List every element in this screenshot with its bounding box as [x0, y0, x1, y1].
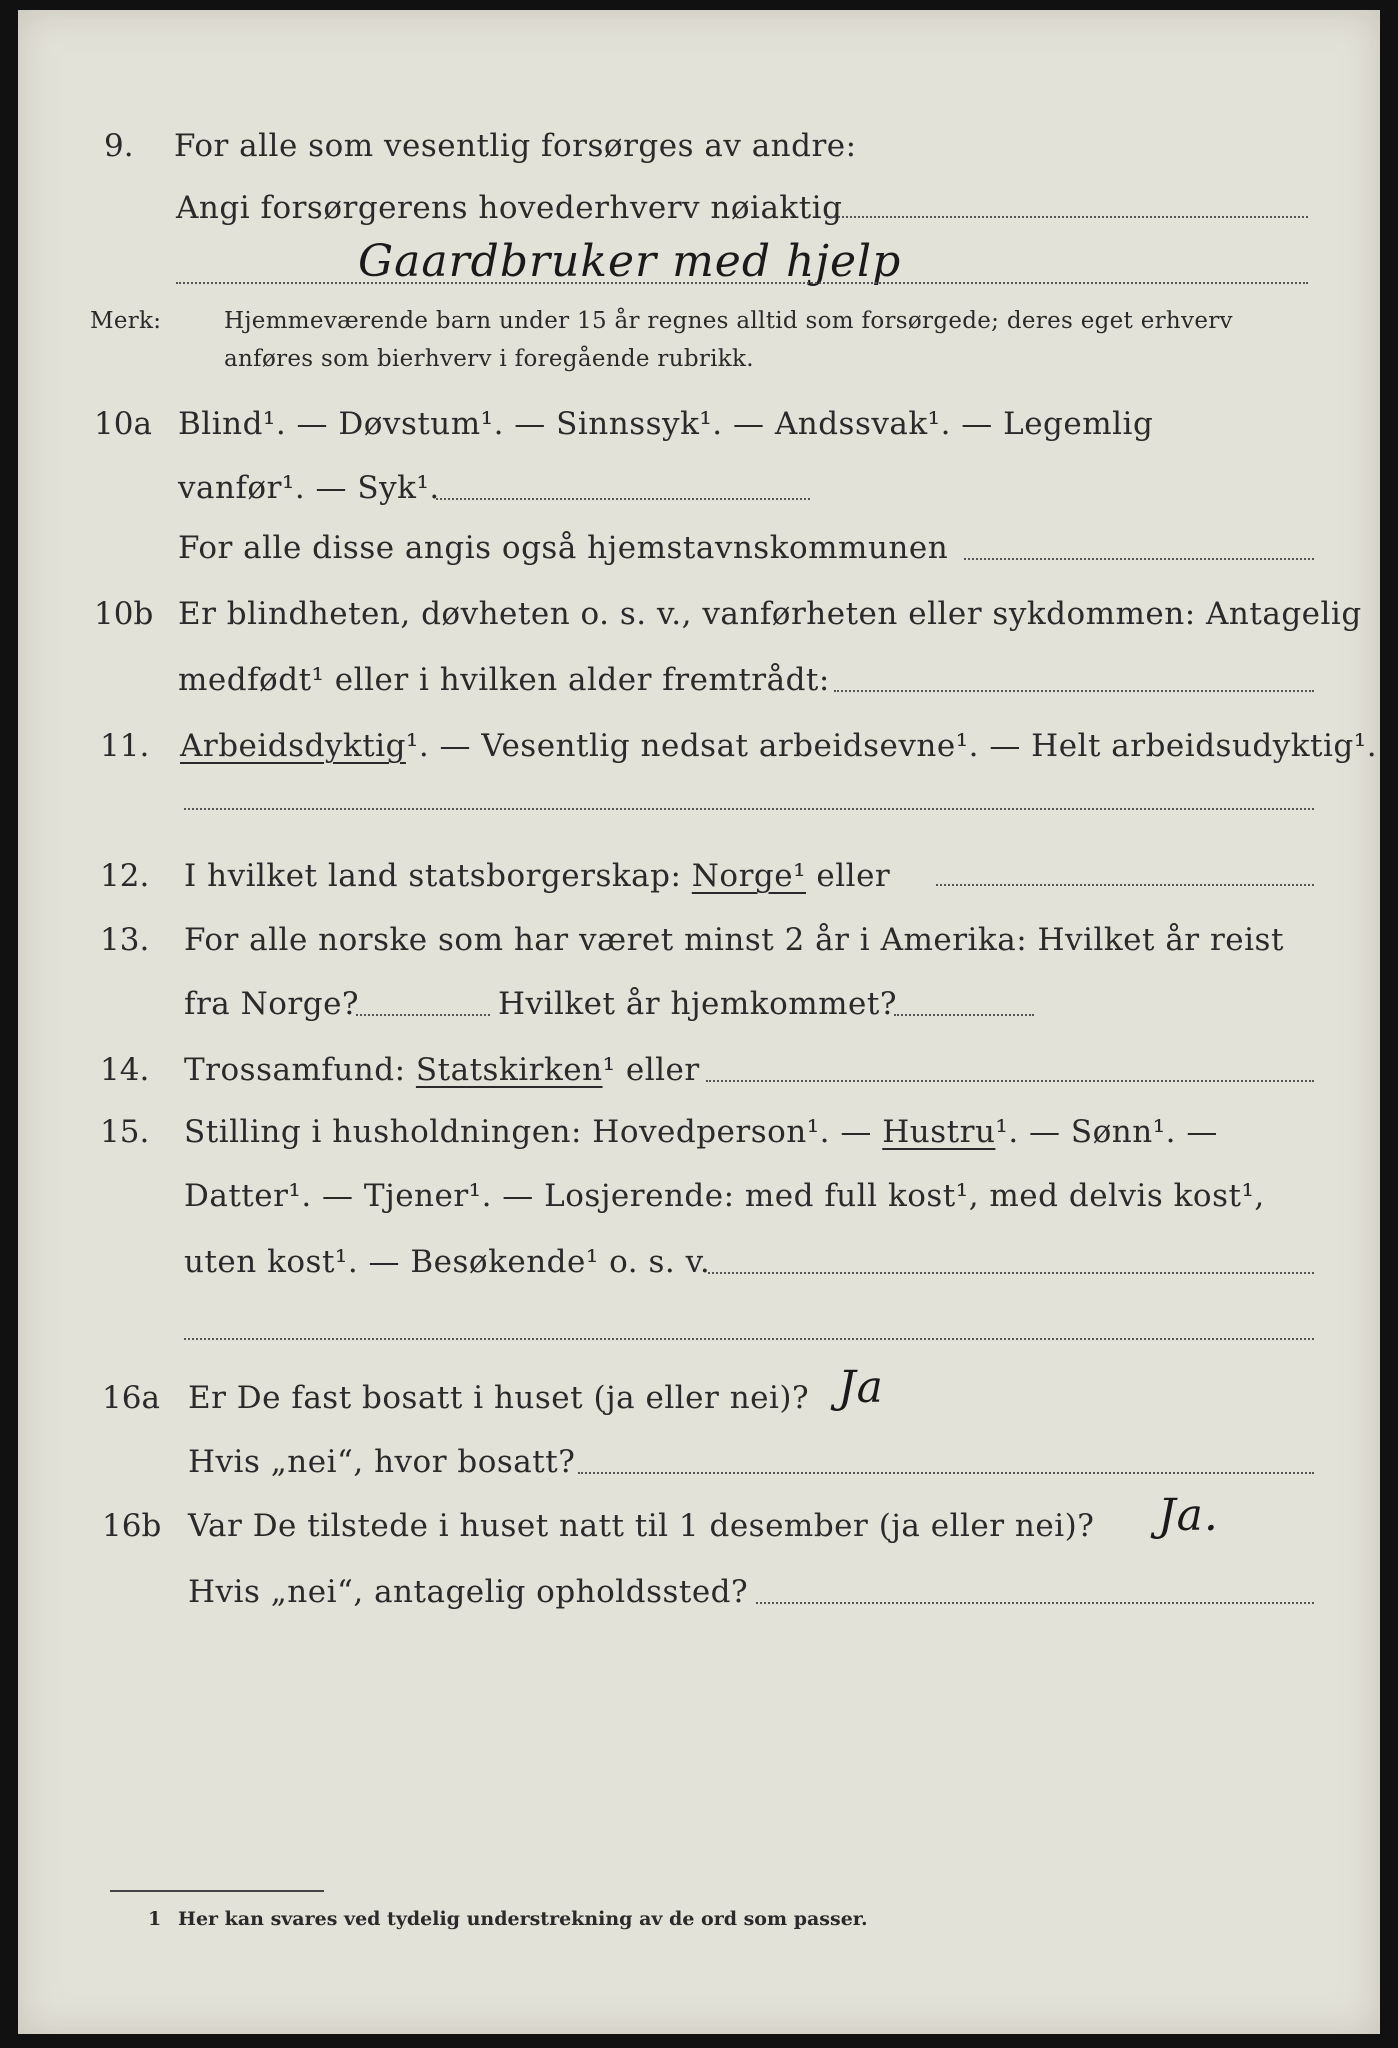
q16b-line-1: Var De tilstede i huset natt til 1 desember (ja eller nei)? [188, 1508, 1095, 1544]
q15-line-1b: ¹. — Sønn¹. — [995, 1114, 1218, 1150]
q16b-line-2: Hvis „nei“, antagelig opholdssted? [188, 1574, 749, 1610]
q15-line-1 [184, 1114, 1218, 1150]
q13-answer-line-2 [894, 1014, 1034, 1016]
q10b-number: 10b [94, 596, 154, 632]
q12-prefix: I hvilket land statsborgerskap: [184, 858, 682, 894]
q15-line-2: Datter¹. — Tjener¹. — Losjerende: med full kost¹, med delvis kost¹, [184, 1178, 1265, 1214]
q14-suffix: ¹ eller [602, 1052, 700, 1088]
census-form-page [18, 10, 1380, 2034]
q9-question: For alle som vesentlig forsørges av andre: [174, 128, 857, 164]
q9-answer-line-2 [176, 282, 1308, 284]
q13-number: 13. [100, 922, 150, 958]
merk-text-1: Hjemmeværende barn under 15 år regnes alltid som forsørgede; deres eget erhverv [224, 308, 1233, 334]
footnote-text: Her kan svares ved tydelig understrekning av de ord som passer. [178, 1908, 868, 1930]
q11-answer-line [184, 808, 1314, 810]
q13-answer-line-1 [356, 1014, 490, 1016]
q16a-handwritten-answer: Ja [838, 1362, 884, 1413]
q16b-answer-line [756, 1602, 1314, 1604]
q10b-line-2: medfødt¹ eller i hvilken alder fremtrådt: [178, 662, 830, 698]
q10a-answer-line-2 [964, 558, 1314, 560]
q11-rest: ¹. — Vesentlig nedsat arbeidsevne¹. — Helt arbeidsudyktig¹. [405, 728, 1378, 764]
q16b-number: 16b [102, 1508, 162, 1544]
q12-suffix: eller [816, 858, 891, 894]
q9-answer-line [826, 216, 1308, 218]
q16a-line-2: Hvis „nei“, hvor bosatt? [188, 1444, 576, 1480]
q10a-line-3: For alle disse angis også hjemstavnskommunen [178, 530, 949, 566]
q12-line [184, 858, 890, 894]
q12-number: 12. [100, 858, 150, 894]
q14-number: 14. [100, 1052, 150, 1088]
q16a-number: 16a [102, 1380, 160, 1416]
q10a-line-1: Blind¹. — Døvstum¹. — Sinnssyk¹. — Andssvak¹. — Legemlig [178, 406, 1154, 442]
q16a-line-1: Er De fast bosatt i huset (ja eller nei)? [188, 1380, 810, 1416]
q11-underlined-option: Arbeidsdyktig [180, 728, 406, 764]
q11-number: 11. [100, 728, 150, 764]
q10a-number: 10a [94, 406, 152, 442]
q15-underlined-option: Hustru [882, 1114, 996, 1150]
q16b-handwritten-answer: Ja. [1158, 1490, 1219, 1541]
q12-answer-line [936, 884, 1314, 886]
q14-answer-line [706, 1080, 1314, 1082]
q10b-line-1: Er blindheten, døvheten o. s. v., vanførheten eller sykdommen: Antagelig [178, 596, 1362, 632]
q10b-answer-line [834, 690, 1314, 692]
q10a-answer-line [436, 498, 810, 500]
q14-line [184, 1052, 700, 1088]
footnote-mark: 1 [148, 1908, 162, 1930]
q12-underlined-option: Norge¹ [691, 858, 807, 894]
q13-line-1: For alle norske som har været minst 2 år i Amerika: Hvilket år reist [184, 922, 1284, 958]
q14-underlined-option: Statskirken [415, 1052, 603, 1088]
q9-handwritten-answer: Gaardbruker med hjelp [358, 236, 902, 287]
q15-line-3: uten kost¹. — Besøkende¹ o. s. v. [184, 1244, 711, 1280]
q14-prefix: Trossamfund: [184, 1052, 406, 1088]
merk-text-2: anføres som bierhverv i foregående rubrikk. [224, 346, 754, 372]
footnote-rule [110, 1890, 324, 1892]
q13-line-2b: Hvilket år hjemkommet? [498, 986, 897, 1022]
merk-label: Merk: [90, 308, 162, 334]
q9-number: 9. [104, 128, 134, 164]
q15-answer-line-2 [184, 1338, 1314, 1340]
q13-line-2a: fra Norge? [184, 986, 360, 1022]
q11-line [180, 728, 1377, 764]
q15-number: 15. [100, 1114, 150, 1150]
q16a-answer-line [578, 1472, 1314, 1474]
q15-line-1a: Stilling i husholdningen: Hovedperson¹. — [184, 1114, 872, 1150]
q9-instruction: Angi forsørgerens hovederhverv nøiaktig [176, 190, 843, 226]
q10a-line-2: vanfør¹. — Syk¹. [178, 470, 440, 506]
q15-answer-line [708, 1272, 1314, 1274]
